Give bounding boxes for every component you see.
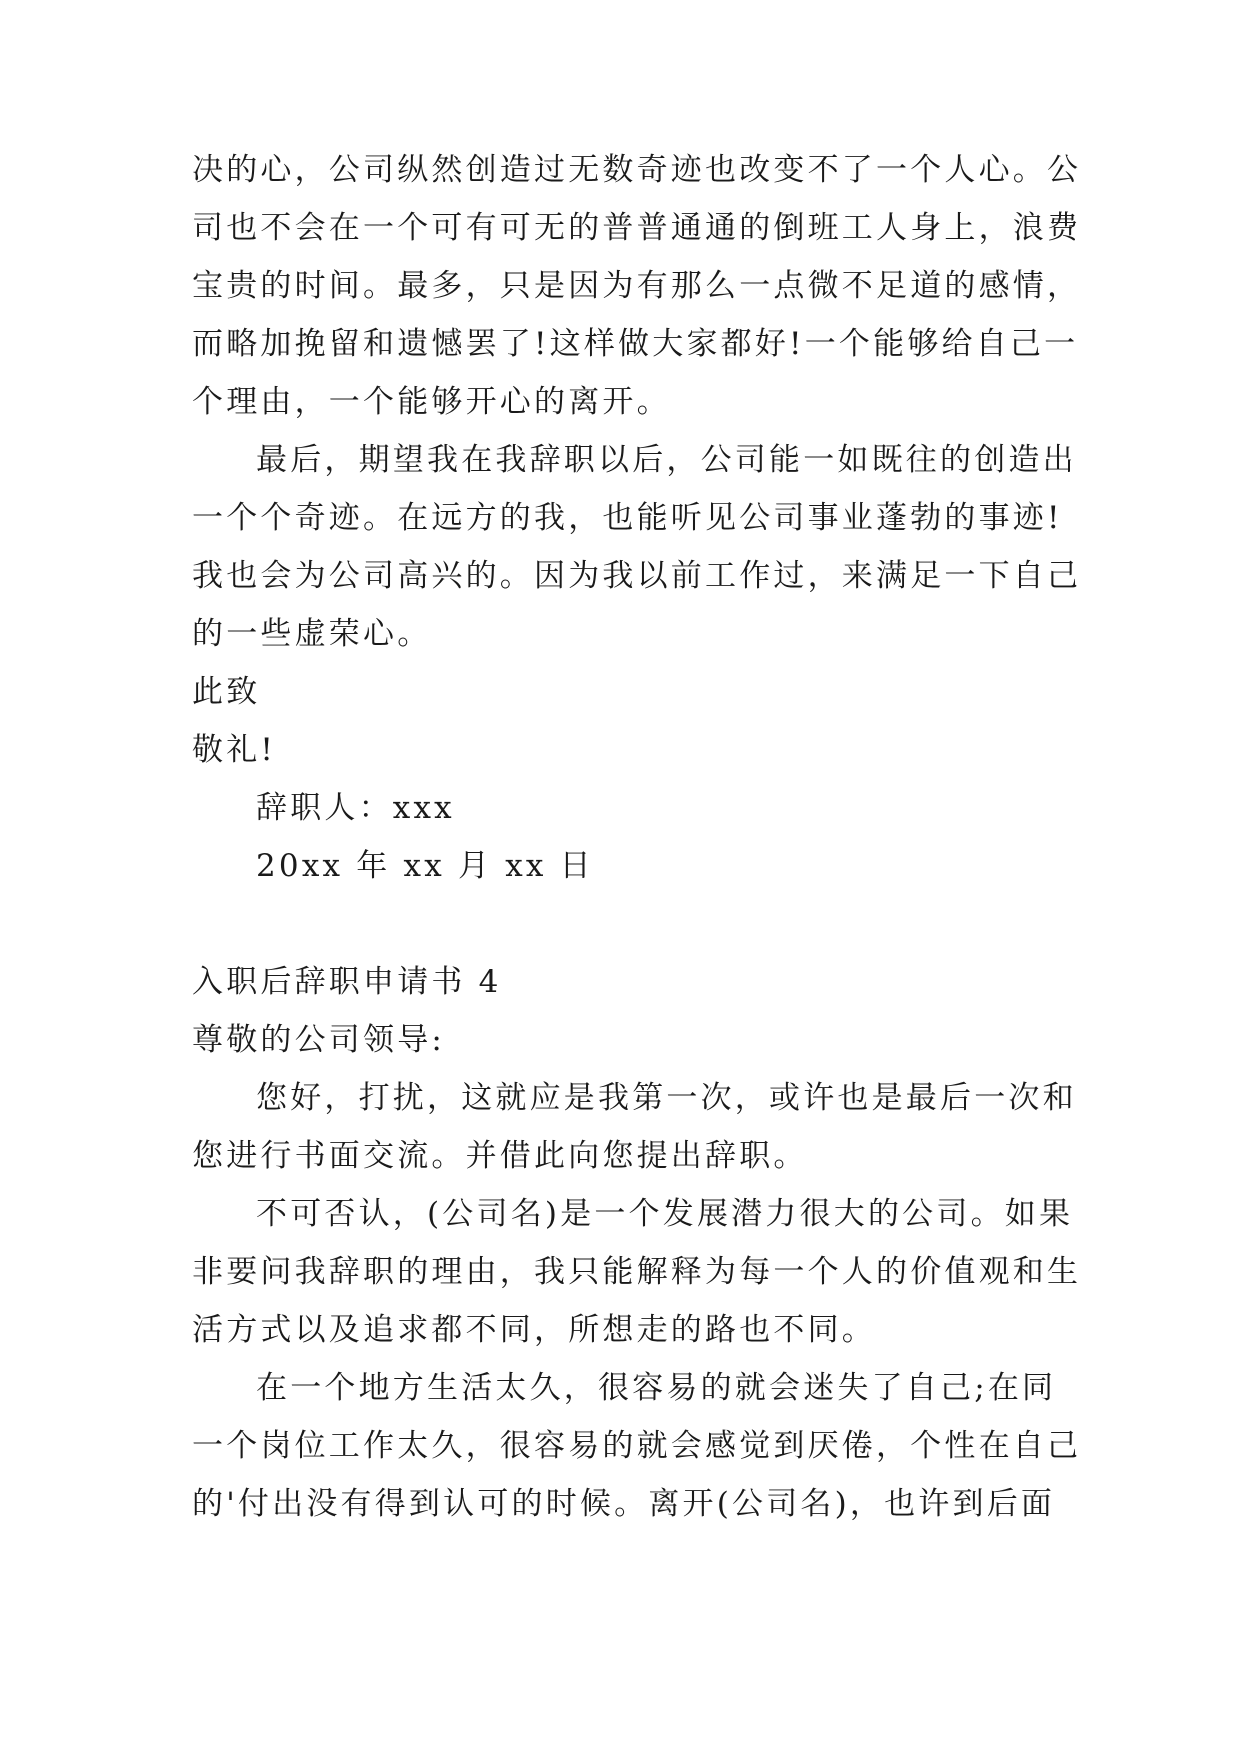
paragraph-line: 的一些虚荣心。 <box>192 616 432 652</box>
paragraph-line: 个理由，一个能够开心的离开。 <box>192 384 671 420</box>
paragraph-line: 司也不会在一个可有可无的普普通通的倒班工人身上，浪费 <box>192 210 1082 246</box>
paragraph-line: 在一个地方生活太久，很容易的就会迷失了自己;在同 <box>256 1370 1057 1406</box>
closing-salute: 敬礼! <box>192 732 277 768</box>
salutation: 尊敬的公司领导: <box>192 1022 446 1058</box>
paragraph-line: 决的心，公司纵然创造过无数奇迹也改变不了一个人心。公 <box>192 152 1082 188</box>
paragraph-line: 活方式以及追求都不同，所想走的路也不同。 <box>192 1312 876 1348</box>
paragraph-line: 最后，期望我在我辞职以后，公司能一如既往的创造出 <box>256 442 1077 478</box>
paragraph-line: 一个个奇迹。在远方的我，也能听见公司事业蓬勃的事迹! <box>192 500 1063 536</box>
paragraph-line: 我也会为公司高兴的。因为我以前工作过，来满足一下自己 <box>192 558 1082 594</box>
paragraph-line: 非要问我辞职的理由，我只能解释为每一个人的价值观和生 <box>192 1254 1082 1290</box>
paragraph-line: 您好，打扰，这就应是我第一次，或许也是最后一次和 <box>256 1080 1077 1116</box>
date-line: 20xx 年 xx 月 xx 日 <box>256 848 594 884</box>
paragraph-line: 一个岗位工作太久，很容易的就会感觉到厌倦，个性在自己 <box>192 1428 1082 1464</box>
closing-line: 此致 <box>192 674 261 710</box>
section-title: 入职后辞职申请书 4 <box>192 964 502 1000</box>
paragraph-line: 而略加挽留和遗憾罢了!这样做大家都好!一个能够给自己一 <box>192 326 1079 362</box>
paragraph-line: 的'付出没有得到认可的时候。离开(公司名)，也许到后面 <box>192 1486 1056 1522</box>
paragraph-line: 宝贵的时间。最多，只是因为有那么一点微不足道的感情， <box>192 268 1082 304</box>
paragraph-line: 您进行书面交流。并借此向您提出辞职。 <box>192 1138 808 1174</box>
paragraph-line: 不可否认，(公司名)是一个发展潜力很大的公司。如果 <box>256 1196 1074 1232</box>
signature-line: 辞职人：xxx <box>256 790 455 826</box>
